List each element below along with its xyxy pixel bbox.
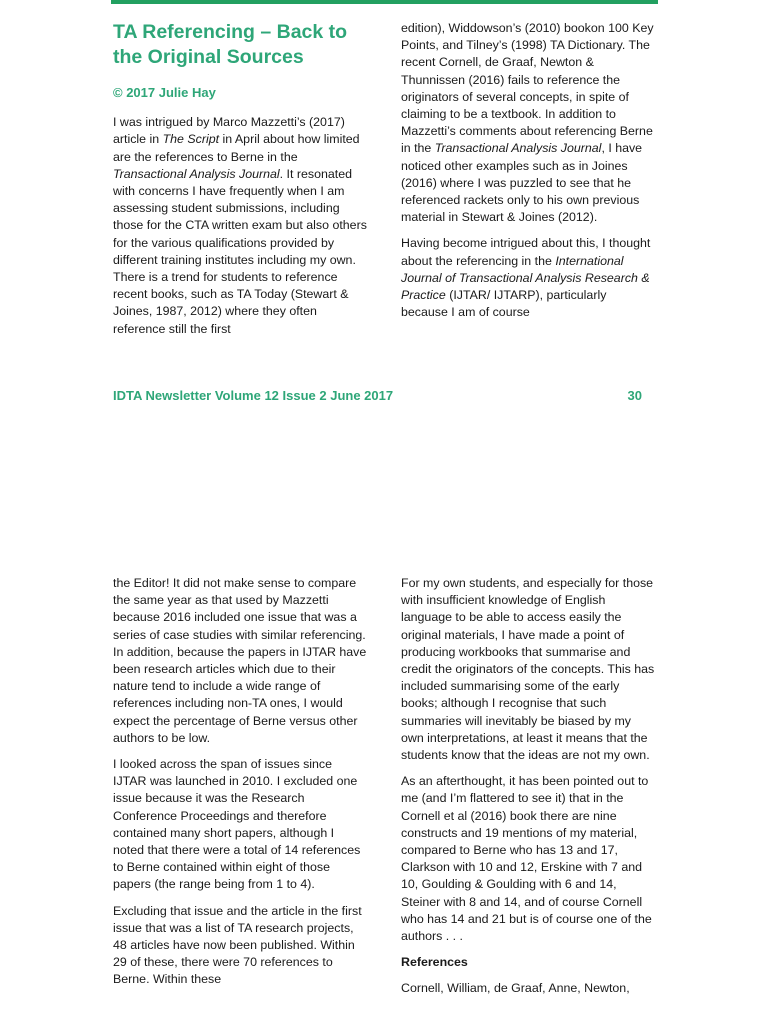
page-footer (113, 388, 644, 403)
paragraph: Having become intrigued about this, I thought about the referencing in the International Journal of Transactional Analysis Research & Practice (IJTAR/ IJTARP), particularly because I am of course (401, 236, 651, 320)
paragraph: the Editor! It did not make sense to compare the same year as that used by Mazzetti because 2016 included one issue that was a series of case studies with similar referencing. In addition, because the papers in IJTAR have been research articles which due to their nature tend to include a wide range of references including non-TA ones, I would expect the percentage of Berne versus other authors to be low. (113, 576, 367, 745)
reference-entry: Cornell, William, de Graaf, Anne, Newton, (401, 981, 630, 996)
references-heading: References (401, 955, 468, 970)
paragraph: edition), Widdowson’s (2010) bookon 100 Key Points, and Tilney’s (1998) TA Dictionary. The recent Cornell, de Graaf, Newton & Thunnissen (2016) fails to reference the originators of several concepts, in spite of claiming to be a textbook. In addition to Mazzetti’s comments about referencing Berne in the Transactional Analysis Journal, I have noticed other examples such as in Joines (2016) where I was puzzled to see that he referenced rackets only to his own previous material in Stewart & Joines (2012). (401, 21, 654, 225)
top-rule (111, 0, 658, 4)
footer-publication: IDTA Newsletter Volume 12 Issue 2 June 2017 (113, 388, 394, 403)
page2-left-column (113, 575, 368, 998)
page2-right-column (401, 575, 656, 1007)
paragraph: For my own students, and especially for those with insufficient knowledge of English language to be able to access easily the original materials, I have made a point of producing workbooks that summarise and credit the originators of the concepts. This has included summarising some of the early books; although I recognise that such summaries will inevitably be biased by my own interpretations, at least it means that the students know that the ideas are not my own. (401, 576, 655, 763)
paragraph: I looked across the span of issues since IJTAR was launched in 2010. I excluded one issue because it was the Research Conference Proceedings and therefore contained many short papers, although I noted that there were a total of 14 references to Berne contained within eight of those papers (the range being from 1 to 4). (113, 757, 361, 892)
paragraph: Excluding that issue and the article in the first issue that was a list of TA research projects, 48 articles have now been published. Within 29 of these, there were 70 references to Berne. Within these (113, 903, 362, 987)
article-copyright: © 2017 Julie Hay (113, 85, 216, 100)
page1-left-column (113, 20, 368, 347)
paragraph: As an afterthought, it has been pointed out to me (and I’m flattered to see it) that in the Cornell et al (2016) book there are nine constructs and 19 mentions of my material, compared to Berne who has 13 and 17, Clarkson with 10 and 12, Erskine with 7 and 10, Goulding & Goulding with 6 and 14, Steiner with 8 and 14, and of course Cornell who has 14 and 21 but is of course one of the authors . . . (401, 774, 652, 944)
paragraph: I was intrigued by Marco Mazzetti’s (2017) article in The Script in April about how limited are the references to Berne in the Transactional Analysis Journal. It resonated with concerns I have frequently when I am assessing student submissions, including those for the CTA written exam but also others for the various qualifications provided by different training institutes including my own. There is a trend for students to reference recent books, such as TA Today (Stewart & Joines, 1987, 2012) where they often reference still the first (113, 115, 367, 336)
page-number: 30 (627, 388, 642, 403)
article-title: TA Referencing – Back to the Original Sources (113, 21, 348, 68)
page1-right-column (401, 20, 656, 330)
